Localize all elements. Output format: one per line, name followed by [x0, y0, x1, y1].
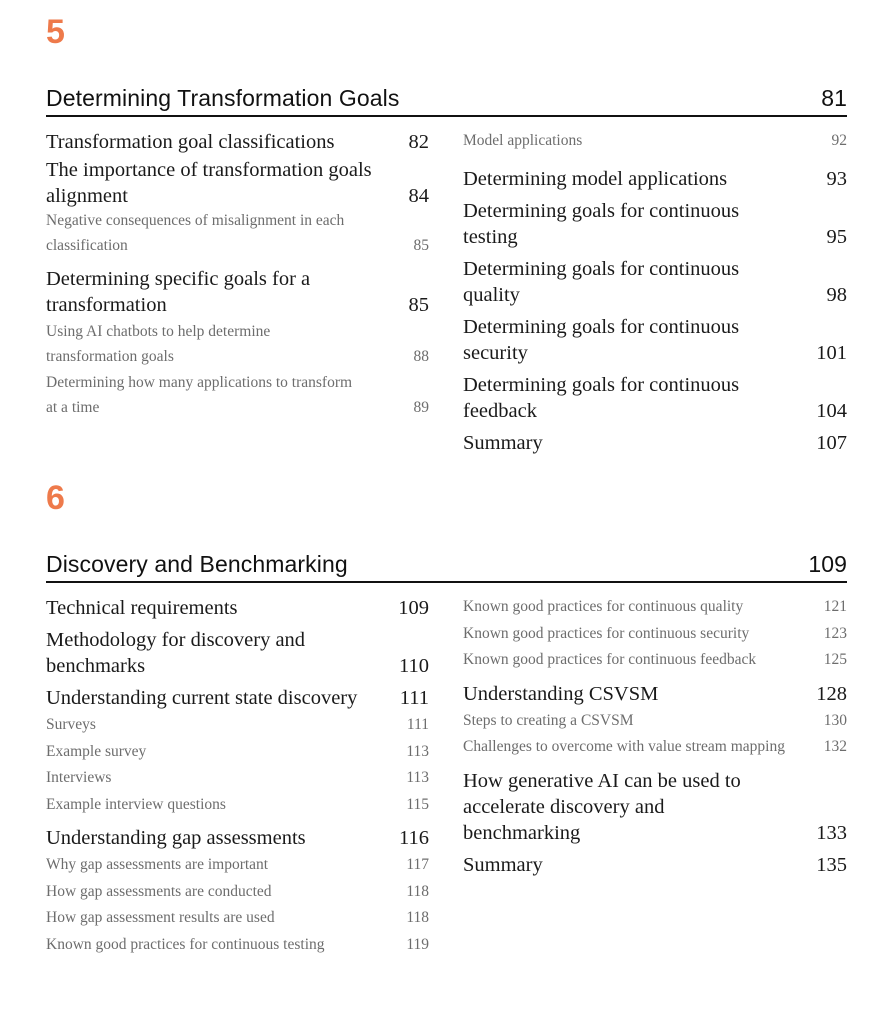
entry-title: Known good practices for continuous feedback [463, 651, 757, 668]
chapter-title: Discovery and Benchmarking [46, 551, 348, 577]
entry-title: Determining goals for continuous testing [463, 199, 740, 248]
entry-title: Known good practices for continuous testing [46, 935, 325, 953]
toc-entry[interactable] [46, 685, 429, 711]
toc-subentry[interactable] [463, 129, 847, 154]
toc-subentry[interactable] [46, 209, 429, 258]
entry-title: Transformation goal classifications [46, 131, 335, 153]
entry-title: The importance of transformation goals alignment [46, 159, 372, 207]
toc-subentry[interactable] [463, 648, 847, 673]
entry-title: Summary [463, 431, 543, 454]
entry-page: 116 [399, 827, 429, 849]
entry-title: Example survey [46, 742, 147, 760]
entry-page: 82 [408, 131, 429, 153]
entry-page: 119 [406, 935, 429, 953]
entry-title: Steps to creating a CSVSM [463, 711, 634, 729]
toc-entry[interactable] [46, 825, 429, 851]
entry-page: 85 [413, 236, 429, 254]
toc-column-left [46, 129, 429, 462]
toc-column-left [46, 595, 429, 959]
entry-title: Understanding gap assessments [46, 827, 306, 849]
toc-subentry[interactable] [463, 735, 847, 760]
toc-subentry[interactable] [463, 595, 847, 620]
toc-entry[interactable] [463, 314, 847, 366]
entry-page: 111 [406, 716, 429, 733]
entry-page: 128 [816, 682, 847, 705]
toc-entry[interactable] [46, 595, 429, 621]
entry-page: 101 [816, 341, 847, 364]
toc-entry[interactable] [46, 157, 429, 209]
toc-entry[interactable] [463, 681, 847, 707]
toc-entry[interactable] [463, 166, 847, 192]
entry-title: Determining goals for continuous feedback [463, 373, 740, 422]
entry-page: 88 [413, 347, 429, 365]
entry-page: 125 [823, 651, 847, 668]
entry-title: Understanding CSVSM [463, 682, 659, 705]
chapter-number: 6 [46, 479, 65, 517]
entry-page: 84 [408, 185, 429, 207]
entry-title: Understanding current state discovery [46, 687, 358, 709]
entry-page: 130 [823, 711, 847, 729]
toc-entry[interactable] [46, 266, 429, 318]
chapter-6 [46, 478, 847, 959]
toc-subentry[interactable] [46, 793, 429, 818]
entry-page: 133 [816, 821, 847, 844]
chapter-heading[interactable] [46, 85, 847, 117]
entry-title: Determining how many applications to transform at a time [46, 374, 353, 416]
entry-page: 117 [406, 856, 429, 873]
entry-page: 118 [406, 882, 429, 900]
toc-entry[interactable] [463, 768, 847, 846]
entry-title: Surveys [46, 716, 96, 733]
entry-title: How gap assessment results are used [46, 909, 275, 926]
toc-entry[interactable] [463, 430, 847, 456]
entry-title: Known good practices for continuous security [463, 624, 750, 642]
entry-title: Determining specific goals for a transformation [46, 268, 311, 316]
entry-title: How generative AI can be used to accelerate discovery and benchmarking [463, 769, 741, 844]
entry-page: 85 [408, 294, 429, 316]
entry-page: 123 [823, 624, 847, 642]
entry-title: Why gap assessments are important [46, 856, 269, 873]
chapter-page: 81 [821, 85, 847, 111]
toc-entry[interactable] [46, 129, 429, 155]
entry-title: Interviews [46, 769, 112, 786]
entry-title: Challenges to overcome with value stream mapping [463, 738, 785, 755]
toc-subentry[interactable] [46, 320, 429, 369]
entry-page: 92 [831, 132, 847, 149]
entry-page: 98 [826, 283, 847, 306]
entry-page: 89 [413, 398, 429, 416]
chapter-title: Determining Transformation Goals [46, 85, 400, 111]
entry-title: Example interview questions [46, 795, 226, 813]
entry-page: 113 [406, 742, 429, 760]
toc-entry[interactable] [46, 627, 429, 679]
entry-page: 95 [826, 225, 847, 248]
chapter-number: 5 [46, 13, 65, 51]
toc-subentry[interactable] [46, 853, 429, 878]
entry-title: Model applications [463, 132, 583, 149]
entry-title: How gap assessments are conducted [46, 882, 272, 900]
toc-subentry[interactable] [46, 713, 429, 738]
toc-subentry[interactable] [463, 622, 847, 647]
toc-entry[interactable] [463, 852, 847, 878]
entry-title: Determining goals for continuous quality [463, 257, 740, 306]
entry-page: 109 [398, 597, 429, 619]
toc-subentry[interactable] [46, 371, 429, 420]
entry-page: 121 [823, 598, 847, 615]
entry-title: Summary [463, 853, 543, 876]
entry-page: 93 [826, 167, 847, 190]
toc-subentry[interactable] [46, 880, 429, 905]
entry-page: 115 [406, 795, 429, 813]
entry-page: 110 [399, 655, 429, 677]
entry-page: 104 [816, 399, 847, 422]
toc-entry[interactable] [463, 198, 847, 250]
chapter-heading[interactable] [46, 551, 847, 583]
entry-title: Methodology for discovery and benchmarks [46, 629, 306, 677]
entry-page: 113 [406, 769, 429, 786]
entry-title: Using AI chatbots to help determine transformation goals [46, 323, 271, 365]
toc-column-right [463, 595, 847, 959]
toc-entry[interactable] [463, 256, 847, 308]
entry-title: Negative consequences of misalignment in each classification [46, 212, 345, 254]
toc-subentry[interactable] [463, 709, 847, 734]
entry-page: 132 [823, 738, 847, 755]
toc-subentry[interactable] [46, 740, 429, 765]
toc-column-right [463, 129, 847, 462]
entry-page: 118 [406, 909, 429, 926]
chapter-5 [46, 12, 847, 462]
toc-subentry[interactable] [46, 933, 429, 958]
toc-subentry[interactable] [46, 766, 429, 791]
entry-page: 111 [399, 687, 429, 709]
toc-entry[interactable] [463, 372, 847, 424]
entry-page: 107 [816, 431, 847, 454]
entry-title: Determining goals for continuous security [463, 315, 740, 364]
entry-title: Technical requirements [46, 597, 238, 619]
entry-page: 135 [816, 853, 847, 876]
chapter-page: 109 [808, 551, 847, 577]
entry-title: Determining model applications [463, 167, 728, 190]
toc-subentry[interactable] [46, 906, 429, 931]
entry-title: Known good practices for continuous quality [463, 598, 744, 615]
